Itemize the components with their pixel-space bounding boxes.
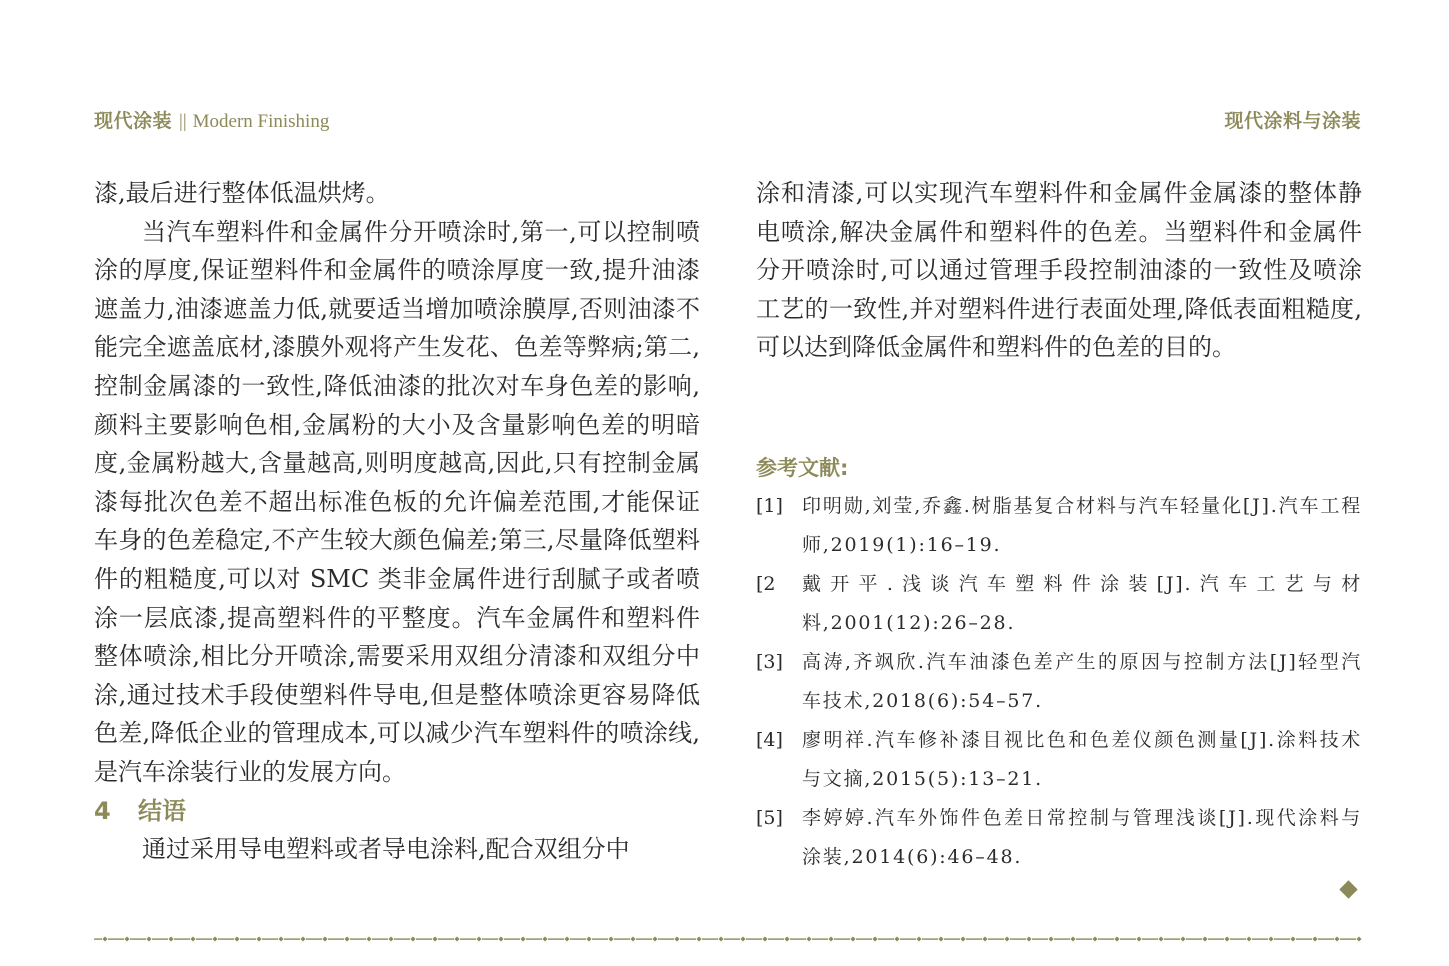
reference-item (756, 643, 1362, 721)
paragraph-spraying-comparison: 当汽车塑料件和金属件分开喷涂时,第一,可以控制喷涂的厚度,保证塑料件和金属件的喷涂厚度一致,提升油漆遮盖力,油漆遮盖力低,就要适当增加喷涂膜厚,否则油漆不能完全遮盖底材,漆膜外观将产生发花、色差等弊病;第二,控制金属漆的一致性,降低油漆的批次对车身色差的影响,颜料主要影响色相,金属粉的大小及含量影响色差的明暗度,金属粉越大,含量越高,则明度越高,因此,只有控制金属漆每批次色差不超出标准色板的允许偏差范围,才能保证车身的色差稳定,不产生较大颜色偏差;第三,尽量降低塑料件的粗糙度,可以对 SMC 类非金属件进行刮腻子或者喷涂一层底漆,提高塑料件的平整度。汽车金属件和塑料件整体喷涂,相比分开喷涂,需要采用双组分清漆和双组分中涂,通过技术手段使塑料件导电,但是整体喷涂更容易降低色差,降低企业的管理成本,可以减少汽车塑料件的喷涂线,是汽车涂装行业的发展方向。 (94, 217, 700, 786)
section-title: 结语 (138, 796, 186, 825)
reference-text: 李婷婷.汽车外饰件色差日常控制与管理浅谈[J].现代涂料与涂装,2014(6):46–48. (802, 807, 1362, 868)
reference-number: [4] (756, 729, 783, 751)
paragraph-conclusion-start: 通过采用导电塑料或者导电涂料,配合双组分中 (142, 834, 630, 863)
left-column (94, 174, 700, 868)
reference-item (756, 721, 1362, 799)
reference-number: [5] (756, 807, 783, 829)
diamond-icon (1339, 880, 1357, 898)
running-header-left (94, 106, 329, 136)
reference-text: 印明勋,刘莹,乔鑫.树脂基复合材料与汽车轻量化[J].汽车工程师,2019(1):16–19. (802, 495, 1362, 556)
running-header-right: 现代涂料与涂装 (1224, 110, 1361, 132)
footer-decorative-rule (94, 935, 1362, 943)
reference-item (756, 487, 1362, 565)
reference-number: [3] (756, 651, 783, 673)
paragraph-conclusion-continued: 涂和清漆,可以实现汽车塑料件和金属件金属漆的整体静电喷涂,解决金属件和塑料件的色差。当塑料件和金属件分开喷涂时,可以通过管理手段控制油漆的一致性及喷涂工艺的一致性,并对塑料件进行表面处理,降低表面粗糙度,可以达到降低金属件和塑料件的色差的目的。 (756, 179, 1362, 362)
reference-number: [1] (756, 495, 783, 517)
reference-text: 高涛,齐飒欣.汽车油漆色差产生的原因与控制方法[J]轻型汽车技术,2018(6):54–57. (802, 651, 1362, 712)
header-separator: || (179, 111, 187, 132)
journal-title-cn: 现代涂装 (94, 110, 173, 132)
section-number: 4 (94, 796, 111, 825)
paragraph-continuation: 漆,最后进行整体低温烘烤。 (94, 179, 390, 207)
reference-number: [2 (756, 573, 776, 595)
reference-item (756, 565, 1362, 643)
journal-title-en: Modern Finishing (192, 111, 330, 132)
reference-text: 廖明祥.汽车修补漆目视比色和色差仪颜色测量[J].涂料技术与文摘,2015(5):13–21. (802, 729, 1362, 790)
references-list (756, 487, 1362, 877)
references-heading: 参考文献: (756, 456, 849, 480)
right-column (756, 174, 1362, 868)
section-heading-conclusion (94, 792, 700, 830)
reference-text: 戴开平.浅谈汽车塑料件涂装[J].汽车工艺与材料,2001(12):26–28. (802, 573, 1362, 634)
reference-item (756, 799, 1362, 877)
